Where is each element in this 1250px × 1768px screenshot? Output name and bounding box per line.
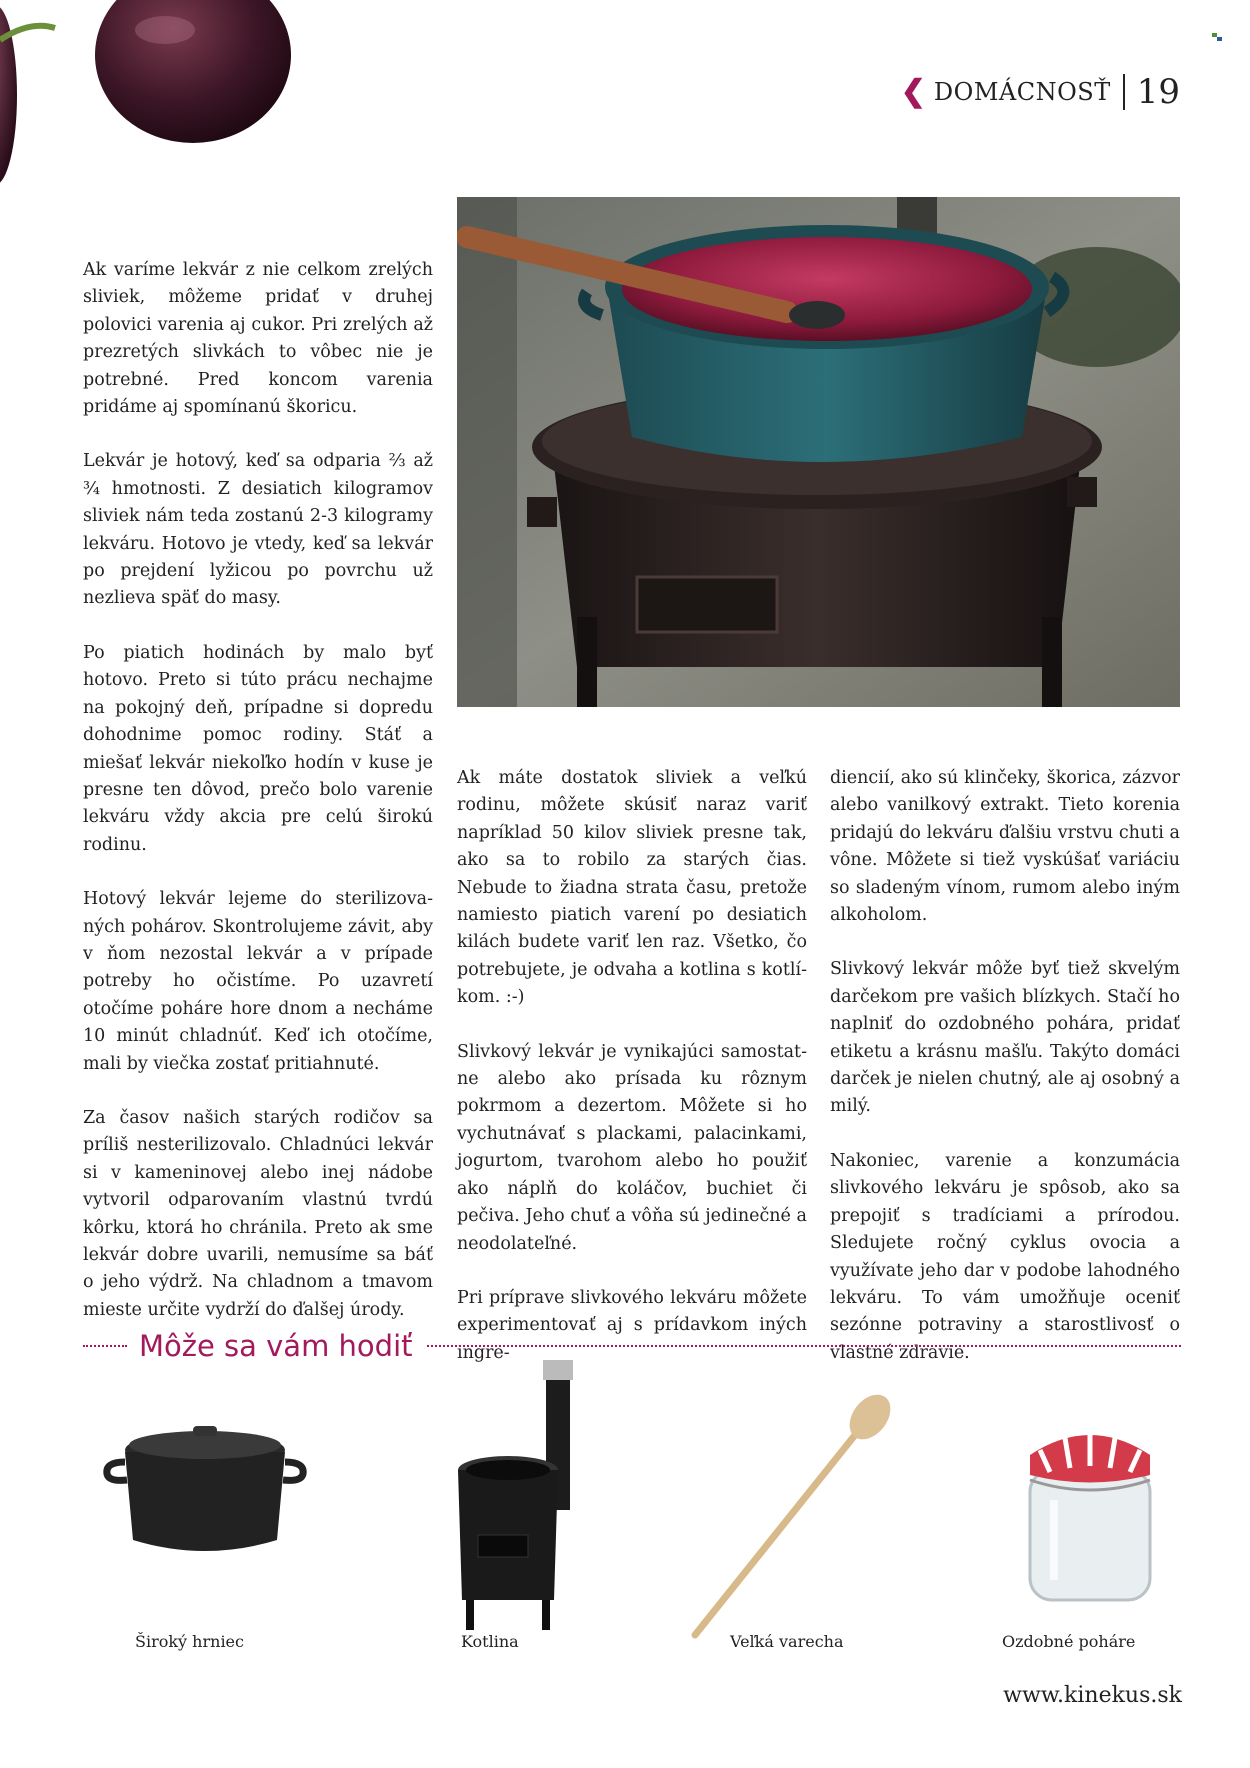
header-divider	[1123, 74, 1125, 110]
dotted-rule	[427, 1345, 1181, 1347]
recommendations-title: Môže sa vám hodiť	[139, 1329, 413, 1363]
paragraph: Lekvár je hotový, keď sa odparia ⅔ až ¾ hmotnosti. Z desiatich kilogramov sliviek nám teda zostanú 2-3 kilogramy lekváru. Hotovo je vtedy, keď sa lekvár po prejdení lyžicou po povrchu už nezlieva späť do masy.	[83, 451, 433, 609]
paragraph: Nakoniec, varenie a konzumácia slivkového lekváru je spôsob, ako sa prepojiť s tradíciami a prírodou. Sledujete ročný cyklus ovocia a využívate jeho dar v podobe lahodného lekváru. To vám umožňuje oceniť sezónne potraviny a starostlivosť o vlastné zdravie.	[830, 1150, 1180, 1363]
paragraph: Ak máte dostatok sliviek a veľkú rodinu, môžete skúsiť naraz variť napríklad 50 kilov sliviek presne tak, ako sa to robilo za starých čias. Nebude to žiadna strata času, pretože namiesto piatich varení po desiatich kilách budete variť len raz. Všetko, čo potrebujete, je odvaha a kotlina s kotlíkom. :-)	[457, 768, 807, 1008]
product-label[interactable]: Široký hrniec	[135, 1632, 244, 1651]
jar-icon	[1010, 1420, 1170, 1610]
product-label[interactable]: Kotlina	[461, 1632, 519, 1651]
paragraph: Slivkový lekvár môže byť tiež skvelým darčekom pre vašich blízkych. Stačí ho naplniť do ozdobného pohára, pridať etiketu a krásnu mašľu. Takýto domáci darček je nielen chutný, ale aj osobný a milý.	[830, 959, 1180, 1117]
paragraph: diencií, ako sú klinčeky, škorica, zázvor alebo vanilkový extrakt. Tieto korenia pridajú do lekváru ďalšiu vrstvu chuti a vône. Môžete si tiež vyskúšať variáciu so sladeným vínom, rumom alebo iným alkoholom.	[830, 768, 1180, 926]
plum-decoration-icon	[0, 0, 330, 200]
jam-pot-on-stove-icon	[457, 197, 1180, 707]
section-title: DOMÁCNOSŤ	[933, 78, 1111, 106]
paragraph: Slivkový lekvár je vynikajúci samostatne alebo ako prísada ku rôznym pokrmom a dezertom. Môžete si ho vychutnávať s plackami, palacinkami, jogurtom, tvarohom alebo ho použiť ako náplň do koláčov, buchiet či pečiva. Jeho chuť a vôňa sú jedinečné a neodolateľné.	[457, 1041, 807, 1254]
paragraph: Za časov našich starých rodičov sa príliš nesterilizovalo. Chladnúci lekvár si v kameninovej alebo inej nádobe vytvoril odparovaním vlastnú tvrdú kôrku, ktorá ho chránila. Preto ak sme lekvár dobre uvarili, nemusíme sa báť o jeho výdrž. Na chladnom a tmavom mieste určite vydrží do ďalšej úrody.	[83, 1107, 433, 1320]
article-column-2	[457, 765, 807, 1394]
page-number: 19	[1136, 72, 1180, 112]
paragraph: Po piatich hodinách by malo byť hotovo. Preto si túto prácu nechajme na pokojný deň, prípadne si dopredu dohodnime pomoc rodiny. Stáť a miešať lekvár niekoľko hodín v kuse je presne ten dôvod, prečo bolo varenie lekváru vždy akcia pre celú širokú rodinu.	[83, 642, 433, 855]
article-column-3	[830, 765, 1180, 1394]
product-label[interactable]: Ozdobné poháre	[1002, 1632, 1136, 1651]
chevron-left-icon: ❮	[900, 74, 926, 109]
article-column-1	[83, 257, 433, 1351]
footer-url[interactable]: www.kinekus.sk	[1003, 1683, 1182, 1708]
page-header	[901, 72, 1180, 112]
pot-icon	[95, 1390, 315, 1590]
logo-mark-icon	[1212, 33, 1222, 41]
wooden-spoon-icon	[690, 1390, 920, 1640]
product-card-pot[interactable]	[95, 1390, 345, 1630]
paragraph: Hotový lekvár lejeme do sterilizovaných pohárov. Skontrolujeme závit, aby v ňom nezostal lekvár a v prípade potreby ho očistíme. Po uzavretí otočíme poháre hore dnom a necháme 10 minút chladnúť. Keď ich otočíme, mali by viečka zostať pritiahnuté.	[83, 889, 433, 1074]
jam-cooking-photo	[457, 197, 1180, 707]
product-label[interactable]: Veľká varecha	[730, 1632, 844, 1651]
paragraph: Pri príprave slivkového lekváru môžete experimentovať aj s prídavkom iných ingre-	[457, 1287, 807, 1363]
product-card-spoon[interactable]	[690, 1390, 940, 1630]
dotted-rule	[83, 1345, 127, 1347]
product-card-jar[interactable]	[1010, 1420, 1250, 1660]
paragraph: Ak varíme lekvár z nie celkom zrelých sliviek, môžeme pridať v druhej polovici varenia aj cukor. Pri zrelých až prezretých slivkách to vôbec nie je potrebné. Pred koncom varenia pridáme aj spomínanú škoricu.	[83, 260, 433, 418]
product-card-stove[interactable]	[448, 1360, 698, 1600]
stove-icon	[448, 1360, 608, 1640]
